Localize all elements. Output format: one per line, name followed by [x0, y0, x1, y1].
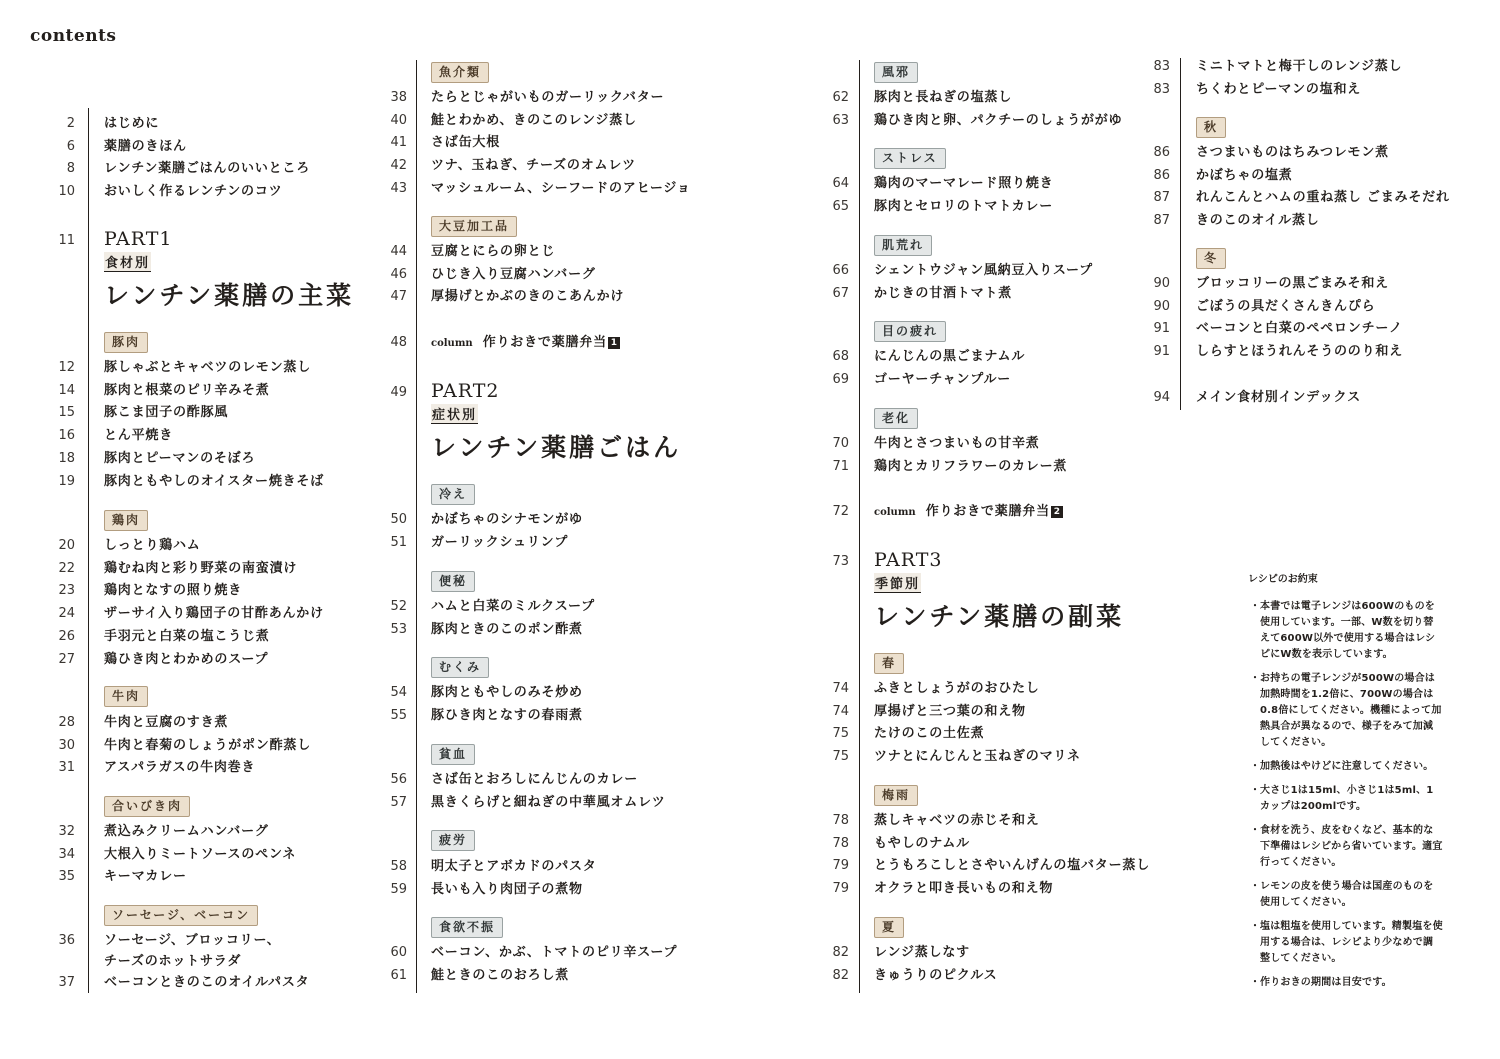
- page-number: 74: [832, 703, 849, 719]
- entry-title: ゴーヤーチャンプルー: [874, 371, 1012, 387]
- page-number: 34: [58, 846, 75, 862]
- toc-entry: [827, 196, 1194, 218]
- entry-title: ちくわとピーマンの塩和え: [1196, 81, 1362, 97]
- toc-entry: [385, 619, 751, 641]
- page-number: 22: [58, 560, 75, 576]
- entry-title: ふきとしょうがのおひたし: [874, 681, 1040, 696]
- entry-title: シェントウジャン風納豆入りスープ: [874, 263, 1093, 278]
- page-number: 65: [832, 198, 849, 214]
- page-number: 67: [832, 285, 849, 301]
- entry-title: ツナ、玉ねぎ、チーズのオムレツ: [431, 158, 636, 174]
- part-subtitle: 症状別: [431, 404, 478, 424]
- category-tag: 鶏肉: [104, 510, 148, 531]
- entry-title: きのこのオイル蒸し: [1196, 213, 1320, 229]
- category-tag: ソーセージ、ベーコン: [104, 905, 258, 926]
- contents-heading: contents: [30, 26, 117, 46]
- entry-title: たらとじゃがいものガーリックバター: [431, 90, 665, 105]
- column-text: 作りおきで薬膳弁当: [482, 335, 607, 350]
- entry-title: 大根入りミートソースのペンネ: [104, 846, 297, 862]
- toc-entry: [385, 965, 751, 987]
- part-page-number: [385, 382, 407, 404]
- entry-title: 豚しゃぶとキャベツのレモン蒸し: [104, 360, 312, 375]
- page-number: 60: [390, 945, 407, 960]
- toc-entry: [1148, 318, 1500, 340]
- entry-title-line2: チーズのホットサラダ: [104, 954, 242, 969]
- entry-title: さば缶とおろしにんじんのカレー: [431, 772, 639, 787]
- note-item: ・ 加熱後はやけどに注意してください。: [1250, 761, 1434, 772]
- toc-entry: [55, 113, 424, 135]
- category-tag: 梅雨: [874, 785, 918, 806]
- page-number: 54: [390, 685, 407, 700]
- page-number: 75: [832, 726, 849, 742]
- note-item: ・ レモンの皮を使う場合は国産のものを使用してください。: [1250, 881, 1434, 908]
- column-number-badge: 1: [608, 337, 620, 349]
- page-number: 70: [832, 436, 849, 451]
- page-number: 19: [58, 473, 75, 489]
- page-number: 62: [832, 90, 849, 105]
- page-number: 46: [390, 266, 407, 282]
- toc-entry: [827, 746, 1194, 768]
- toc-entry: [827, 173, 1194, 195]
- toc-entry: [827, 701, 1194, 723]
- toc-entry: [385, 596, 751, 618]
- entry-title: 豚肉とセロリのトマトカレー: [874, 198, 1054, 214]
- toc-entry: [55, 136, 424, 158]
- toc-entry: [55, 821, 424, 843]
- page-number: 20: [58, 538, 75, 553]
- column-number-badge: 2: [1051, 506, 1063, 518]
- page-number: 18: [58, 450, 75, 466]
- note-item: ・ 作りおきの期間は目安です。: [1250, 977, 1392, 988]
- entry-title: 豚肉とピーマンのそぼろ: [104, 450, 256, 466]
- toc-entry: [827, 833, 1194, 855]
- toc-entry: [385, 241, 751, 263]
- page-number: 30: [58, 737, 75, 753]
- entry-title: とん平焼き: [104, 428, 174, 444]
- toc-entry: [55, 448, 424, 470]
- toc-entry: [385, 509, 751, 531]
- part-page-number: [55, 230, 75, 252]
- toc-entry: [1148, 296, 1500, 318]
- page-number: 6: [66, 138, 75, 154]
- entry-title: ザーサイ入り鶏団子の甘酢あんかけ: [104, 606, 324, 622]
- category-tag: 春: [874, 653, 904, 674]
- page-number: 87: [1153, 213, 1170, 229]
- entry-title: 黒きくらげと細ねぎの中華風オムレツ: [431, 794, 666, 810]
- category-tag: ストレス: [874, 148, 946, 169]
- toc-entry: [385, 155, 751, 177]
- entry-title: 鮭とわかめ、きのこのレンジ蒸し: [431, 112, 637, 128]
- note-item: ・ 大さじ1は15ml、小さじ1は5ml、1カップは200mlです。: [1250, 785, 1434, 812]
- page-number: 42: [390, 158, 407, 174]
- toc-entry: [55, 181, 424, 203]
- part-subtitle: 季節別: [874, 573, 921, 593]
- page-number: 66: [832, 263, 849, 278]
- column-title: [874, 501, 1063, 524]
- entry-title: 鶏肉となすの照り焼き: [104, 583, 243, 599]
- page-number: 90: [1153, 298, 1170, 314]
- page-number: 74: [832, 681, 849, 696]
- entry-title: メイン食材別インデックス: [1196, 390, 1361, 405]
- entry-title: もやしのナムル: [874, 835, 970, 851]
- entry-title: 豚肉ともやしのみそ炒め: [431, 685, 583, 700]
- entry-title: 厚揚げと三つ葉の和え物: [874, 703, 1026, 719]
- page-number: 38: [390, 90, 407, 105]
- page-number: 28: [58, 715, 75, 730]
- page-number: 68: [832, 349, 849, 364]
- toc-entry: [55, 357, 424, 379]
- entry-title: 長いも入り肉団子の煮物: [431, 881, 583, 897]
- page-number: 36: [58, 933, 75, 948]
- entry-title: 鶏ひき肉と卵、パクチーのしょうががゆ: [874, 112, 1123, 128]
- entry-title: 明太子とアボカドのパスタ: [431, 859, 597, 874]
- page-number: 69: [832, 371, 849, 387]
- toc-entry: [55, 972, 424, 994]
- entry-title: ツナとにんじんと玉ねぎのマリネ: [874, 749, 1081, 765]
- entry-title: 厚揚げとかぶのきのこあんかけ: [431, 289, 625, 305]
- page-number: 41: [390, 135, 407, 151]
- column-word: column: [874, 507, 916, 518]
- entry-title: 鶏肉とカリフラワーのカレー煮: [874, 458, 1068, 474]
- toc-entry: [385, 879, 751, 901]
- entry-title: れんこんとハムの重ね蒸し ごまみそだれ: [1196, 190, 1450, 206]
- toc-entry: [385, 178, 751, 200]
- entry-title: 手羽元と白菜の塩こうじ煮: [104, 628, 270, 644]
- toc-entry: [385, 532, 751, 554]
- entry-title: マッシュルーム、シーフードのアヒージョ: [431, 180, 691, 196]
- page-number: 73: [832, 554, 849, 569]
- page-number: 91: [1153, 321, 1170, 337]
- entry-title: ミニトマトと梅干しのレンジ蒸し: [1196, 59, 1403, 74]
- entry-title: レンジ蒸しなす: [874, 945, 970, 960]
- page-number: 56: [390, 772, 407, 787]
- page-number: 87: [1153, 190, 1170, 206]
- toc-entry: [385, 856, 751, 878]
- page-number: 52: [390, 599, 407, 614]
- toc-entry: [1148, 273, 1500, 295]
- toc-entry: [827, 678, 1194, 700]
- entry-title: アスパラガスの牛肉巻き: [104, 760, 256, 776]
- toc-entry: [827, 87, 1194, 109]
- entry-title: おいしく作るレンチンのコツ: [104, 184, 283, 200]
- entry-title: ごぼうの具だくさんきんぴら: [1196, 298, 1376, 314]
- page-number: 2: [66, 116, 75, 131]
- page-number: 82: [832, 967, 849, 983]
- page-number: 15: [58, 405, 75, 421]
- entry-title: たけのこの土佐煮: [874, 726, 985, 742]
- page-number: 90: [1153, 276, 1170, 291]
- page-number: 24: [58, 606, 75, 622]
- page-number: 26: [58, 628, 75, 644]
- part-label: PART2: [431, 380, 500, 402]
- entry-title: 豚肉と長ねぎの塩蒸し: [874, 90, 1013, 105]
- entry-title: 蒸しキャベツの赤じそ和え: [874, 813, 1040, 828]
- category-tag: 秋: [1196, 117, 1226, 138]
- page-number: 86: [1153, 167, 1170, 183]
- page-number: 64: [832, 176, 849, 191]
- entry-title: かじきの甘酒トマト煮: [874, 285, 1013, 301]
- page-number: 35: [58, 869, 75, 885]
- toc-entry: [385, 132, 751, 154]
- entry-title: 鶏むね肉と彩り野菜の南蛮漬け: [104, 560, 298, 576]
- entry-title: かぼちゃの塩煮: [1196, 167, 1293, 183]
- notes-heading: レシピのお約束: [1248, 574, 1318, 585]
- page-number: 71: [832, 458, 849, 474]
- toc-entry: [385, 286, 751, 308]
- page-number: 16: [58, 428, 75, 444]
- page-number: 10: [58, 184, 75, 200]
- toc-entry: [385, 682, 751, 704]
- toc-entry: [827, 855, 1194, 877]
- category-tag: 大豆加工品: [431, 216, 517, 237]
- column-title: [431, 332, 620, 355]
- page-number: 91: [1153, 344, 1170, 360]
- category-tag: 夏: [874, 917, 904, 938]
- recipe-notes: [1248, 570, 1443, 999]
- entry-title: 豚肉ともやしのオイスター焼きそば: [104, 473, 325, 489]
- page-number: 75: [832, 749, 849, 765]
- page-number: 63: [832, 112, 849, 128]
- page-number: 44: [390, 244, 407, 259]
- category-tag: 牛肉: [104, 686, 148, 707]
- category-tag: 冬: [1196, 248, 1226, 269]
- category-tag: 風邪: [874, 62, 918, 83]
- page-number: 61: [390, 967, 407, 983]
- entry-title: とうもろこしとさやいんげんの塩バター蒸し: [874, 858, 1151, 874]
- entry-title: [104, 930, 281, 972]
- entry-title: かぼちゃのシナモンがゆ: [431, 512, 583, 527]
- page-number: 83: [1153, 81, 1170, 97]
- toc-entry: [1148, 187, 1500, 209]
- page-number: 79: [832, 881, 849, 897]
- category-tag: 疲労: [431, 830, 475, 851]
- toc-entry: [827, 456, 1194, 478]
- part-title: レンチン薬膳の主菜: [104, 281, 355, 310]
- toc-entry: [55, 844, 424, 866]
- page-number: 48: [390, 335, 407, 350]
- entry-title: 煮込みクリームハンバーグ: [104, 824, 269, 839]
- entry-title: ベーコン、かぶ、トマトのピリ辛スープ: [431, 945, 678, 960]
- note-item: ・ 塩は粗塩を使用しています。精製塩を使用する場合は、レシピより少なめで調整してください。: [1250, 921, 1443, 964]
- page-number: 8: [66, 161, 75, 177]
- category-tag: 老化: [874, 408, 918, 429]
- toc-entry: [827, 433, 1194, 455]
- page-number: 23: [58, 583, 75, 599]
- entry-title: ハムと白菜のミルクスープ: [431, 599, 595, 614]
- part-title: レンチン薬膳ごはん: [431, 433, 682, 462]
- entry-title: ベーコンときのこのオイルパスタ: [104, 975, 310, 990]
- entry-title: 豚こま団子の酢豚風: [104, 405, 229, 421]
- toc-entry: [827, 260, 1194, 282]
- category-tag: 便秘: [431, 571, 475, 592]
- toc-entry: [1148, 210, 1500, 232]
- page-number: 51: [390, 534, 407, 550]
- toc-entry: [827, 810, 1194, 832]
- toc-entry: [1148, 387, 1500, 409]
- page-number: 37: [58, 975, 75, 990]
- entry-title: さば缶大根: [431, 135, 501, 151]
- column-word: column: [431, 338, 473, 349]
- entry-title: レンチン薬膳ごはんのいいところ: [104, 161, 311, 177]
- column-entry: [385, 332, 705, 354]
- entry-title: 牛肉と春菊のしょうがポン酢蒸し: [104, 737, 312, 753]
- toc-entry: [55, 757, 424, 779]
- category-tag: 魚介類: [431, 62, 489, 83]
- page-number: 79: [832, 858, 849, 874]
- page-number: 78: [832, 835, 849, 851]
- toc-entry: [55, 649, 424, 671]
- toc-entry: [385, 705, 751, 727]
- toc-entry: [1148, 165, 1500, 187]
- toc-entry: [827, 942, 1194, 964]
- entry-title: さつまいものはちみつレモン煮: [1196, 145, 1389, 160]
- entry-title: ブロッコリーの黒ごまみそ和え: [1196, 276, 1389, 291]
- page-number: 11: [58, 233, 75, 248]
- entry-title: はじめに: [104, 116, 160, 131]
- page-number: 94: [1153, 390, 1170, 405]
- entry-title: 豚肉ときのこのポン酢煮: [431, 621, 583, 637]
- page-number: 49: [390, 385, 407, 400]
- page-number: 50: [390, 512, 407, 527]
- part-title: レンチン薬膳の副菜: [874, 602, 1125, 631]
- page-number: 47: [390, 289, 407, 305]
- entry-title: 牛肉とさつまいもの甘辛煮: [874, 436, 1040, 451]
- page-number: 31: [58, 760, 75, 776]
- entry-title: 鮭ときのこのおろし煮: [431, 967, 570, 983]
- entry-title: 鶏肉のマーマレード照り焼き: [874, 176, 1054, 191]
- entry-title: ひじき入り豆腐ハンバーグ: [431, 266, 596, 282]
- entry-title: オクラと叩き長いもの和え物: [874, 881, 1054, 897]
- page-number: 43: [390, 180, 407, 196]
- part-label: PART1: [104, 228, 173, 250]
- category-tag: 目の疲れ: [874, 321, 946, 342]
- entry-title: ガーリックシュリンプ: [431, 534, 569, 550]
- toc-entry: [385, 942, 751, 964]
- part-subtitle: 食材別: [104, 252, 151, 272]
- entry-title: 豚肉と根菜のピリ辛みそ煮: [104, 382, 270, 398]
- toc-entry: [385, 769, 751, 791]
- page-number: 72: [832, 504, 849, 519]
- entry-title: 豚ひき肉となすの春雨煮: [431, 707, 583, 723]
- category-tag: 肌荒れ: [874, 235, 932, 256]
- page-number: 57: [390, 794, 407, 810]
- entry-title: しらすとほうれんそうののり和え: [1196, 344, 1404, 360]
- toc-entry: [827, 110, 1194, 132]
- entry-title: キーマカレー: [104, 869, 187, 885]
- toc-entry: [55, 580, 424, 602]
- page-number: 53: [390, 621, 407, 637]
- page-number: 82: [832, 945, 849, 960]
- page-number: 58: [390, 859, 407, 874]
- toc-entry: [827, 369, 1194, 391]
- page-number: 14: [58, 382, 75, 398]
- entry-title-line1: ソーセージ、ブロッコリー、: [104, 933, 281, 948]
- toc-entry: [1148, 341, 1500, 363]
- category-tag: むくみ: [431, 657, 489, 678]
- toc-entry: [1148, 56, 1500, 78]
- toc-entry: [55, 712, 424, 734]
- entry-title: ベーコンと白菜のペペロンチーノ: [1196, 321, 1403, 337]
- page-number: 78: [832, 813, 849, 828]
- toc-entry: [55, 603, 424, 625]
- page-number: 32: [58, 824, 75, 839]
- toc-entry: [55, 402, 424, 424]
- toc-entry: [827, 723, 1194, 745]
- toc-entry: [55, 866, 424, 888]
- category-tag: 貧血: [431, 744, 475, 765]
- note-item: ・ 食材を洗う、皮をむくなど、基本的な下準備はレシピから省いています。適宜行ってください。: [1250, 825, 1443, 868]
- page-number: 83: [1153, 59, 1170, 74]
- toc-entry: [827, 346, 1194, 368]
- part-page-number: [827, 551, 849, 573]
- toc-entry: [385, 264, 751, 286]
- part-label: PART3: [874, 549, 943, 571]
- toc-entry: [827, 283, 1194, 305]
- toc-entry: [55, 535, 424, 557]
- category-tag: 合いびき肉: [104, 796, 190, 817]
- column-entry: [827, 501, 1147, 523]
- entry-title: 牛肉と豆腐のすき煮: [104, 715, 229, 730]
- toc-entry: [385, 87, 751, 109]
- toc-entry: [55, 425, 424, 447]
- page-number: 55: [390, 707, 407, 723]
- toc-entry: [827, 878, 1194, 900]
- toc-entry: [55, 158, 424, 180]
- toc-entry: [1148, 142, 1500, 164]
- note-item: ・ お持ちの電子レンジが500Wの場合は加熱時間を1.2倍に、700Wの場合は0.8倍にしてください。機種によって加熱具合が異なるので、様子をみて加減してください。: [1250, 673, 1442, 748]
- toc-entry: [55, 735, 424, 757]
- page-number: 59: [390, 881, 407, 897]
- entry-title: きゅうりのピクルス: [874, 967, 998, 983]
- entry-title: 鶏ひき肉とわかめのスープ: [104, 651, 269, 667]
- category-tag: 豚肉: [104, 332, 148, 353]
- entry-title: にんじんの黒ごまナムル: [874, 349, 1026, 364]
- page-number: 86: [1153, 145, 1170, 160]
- note-item: ・ 本書では電子レンジは600Wのものを使用しています。一部、W数を切り替えて600W以外で使用する場合はレシピにW数を表示しています。: [1250, 601, 1436, 660]
- entry-title: 豆腐とにらの卵とじ: [431, 244, 556, 259]
- page-number: 12: [58, 360, 75, 375]
- toc-entry: [55, 626, 424, 648]
- toc-entry: [55, 558, 424, 580]
- category-tag: 冷え: [431, 484, 475, 505]
- toc-entry: [55, 471, 424, 493]
- toc-entry: [1148, 79, 1500, 101]
- entry-title: 薬膳のきほん: [104, 138, 187, 154]
- toc-entry: [385, 792, 751, 814]
- entry-title: しっとり鶏ハム: [104, 538, 201, 553]
- page-number: 27: [58, 651, 75, 667]
- page-number: 40: [390, 112, 407, 128]
- category-tag: 食欲不振: [431, 917, 503, 938]
- toc-entry: [55, 380, 424, 402]
- toc-entry: [55, 930, 424, 974]
- column-text: 作りおきで薬膳弁当: [925, 504, 1050, 519]
- toc-entry: [827, 965, 1194, 987]
- toc-entry: [385, 110, 751, 132]
